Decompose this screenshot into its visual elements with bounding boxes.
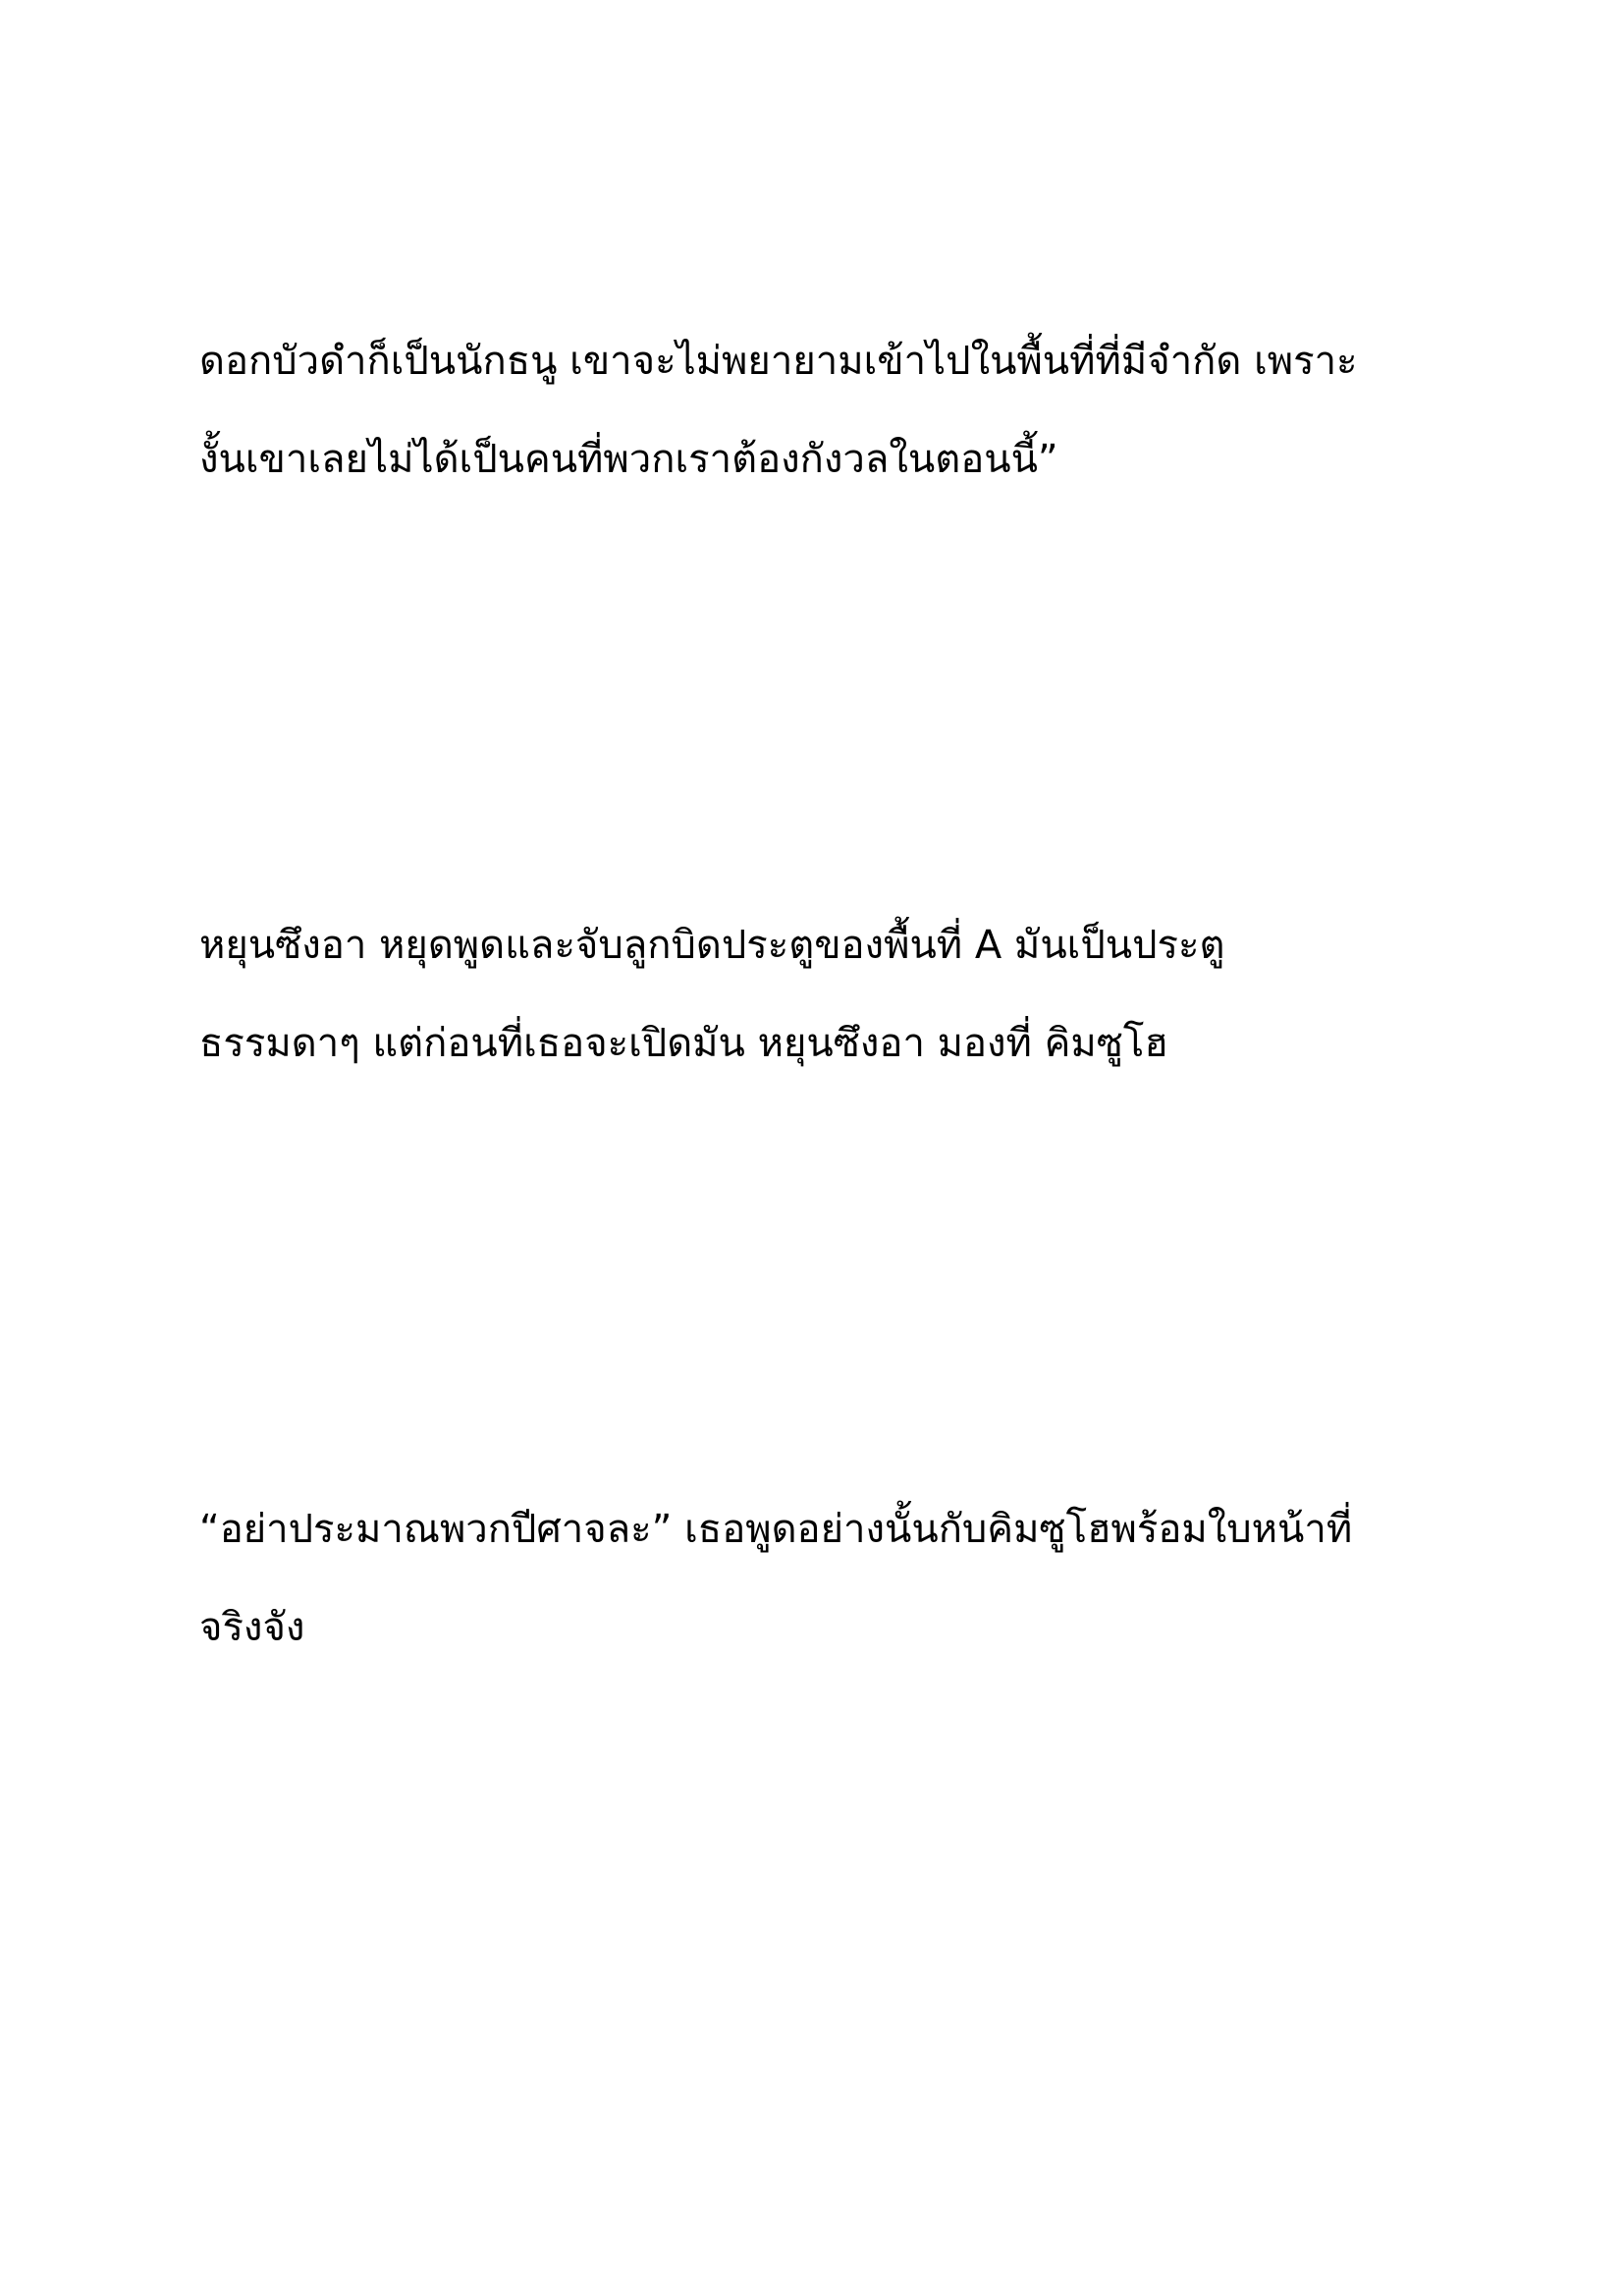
paragraph-3-line-2: จริงจัง bbox=[199, 1605, 305, 1650]
paragraph-1-line-1: ดอกบัวดำก็เป็นนักธนู เขาจะไม่พยายามเข้าไปในพื้นที่ที่มีจำกัด เพราะ bbox=[199, 339, 1358, 384]
paragraph-3-line-1: “อย่าประมาณพวกปีศาจละ” เธอพูดอย่างนั้นกับคิมซูโฮพร้อมใบหน้าที่ bbox=[199, 1507, 1353, 1552]
paragraph-2-line-1: หยุนซึงอา หยุดพูดและจับลูกบิดประตูของพื้นที่ A มันเป็นประตู bbox=[199, 923, 1225, 968]
paragraph-1-line-2: งั้นเขาเลยไม่ได้เป็นคนที่พวกเราต้องกังวลในตอนนี้” bbox=[199, 437, 1058, 482]
paragraph-2-line-2: ธรรมดาๆ แต่ก่อนที่เธอจะเปิดมัน หยุนซึงอา มองที่ คิมซูโฮ bbox=[199, 1021, 1168, 1066]
